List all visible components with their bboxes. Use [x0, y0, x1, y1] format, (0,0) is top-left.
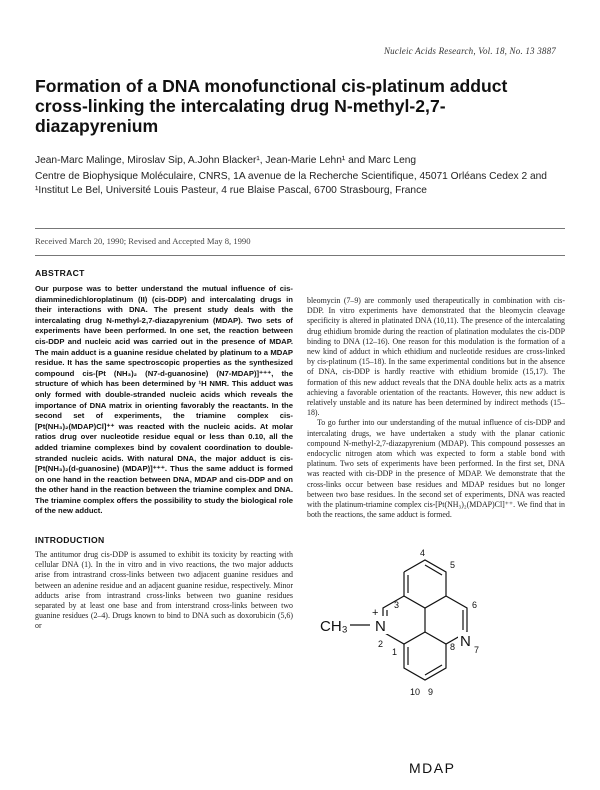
nitrogen-atom-ring: N — [460, 633, 471, 650]
right-column — [307, 296, 565, 520]
position-label: 9 — [428, 687, 434, 697]
nitrogen-atom-quaternary: N — [375, 618, 386, 635]
position-label: 10 — [410, 687, 421, 697]
atom-labels — [320, 548, 479, 697]
divider-bottom — [35, 255, 565, 256]
abstract-body: Our purpose was to better understand the mutual influence of cis-diamminedichloroplatinum (II) (cis-DDP) and intercalating drugs in their interactions with DNA. The present study deals with the intercalating drug N-methyl-2,7-diazapyrenium (MDAP). Two sets of experiments have been performed. In one set, the reaction between cis-DDP and nucleic acid was carried out in the presence of MDAP. The main adduct is a guanine residue chelated by platinum to a MDAP residue. It has the same spectroscopic properties as the synthesized compound cis-[Pt (NH₃)₂ (N7-d-guanosine) (N7-MDAP)]⁺⁺⁺, the structure of which has been determined by ¹H NMR. This adduct was only formed with double-stranded nucleic acids which reveals the importance of DNA matrix in orienting favorably the reactants. In the second set of experiments, the triamine complex cis-[Pt(NH₃)₂(MDAP)Cl]⁺⁺ was reacted with the nucleic acids. At molar ratios drug over nucleotide residue equal or less than 0.10, all the added triamine complexes bind by covalent coordination to double-stranded nucleic acids. With natural DNA, the major adduct is cis-[Pt(NH₃)₂(d-guanosine) (MDAP)]⁺⁺⁺. Thus the same adduct is formed on one hand in the reaction between DNA, MDAP and cis-DDP and on the other hand in the reaction between the triamine complex and DNA. The triamine complex offers the possibility to study the biological role of the new adduct. — [35, 284, 293, 516]
position-label: 1 — [392, 647, 398, 657]
introduction-heading: INTRODUCTION — [35, 535, 105, 546]
position-label: 5 — [450, 560, 456, 570]
author-list: Jean-Marc Malinge, Miroslav Sip, A.John Blacker¹, Jean-Marie Lehn¹ and Marc Leng — [35, 155, 417, 166]
introduction-body-right-1: bleomycin (7–9) are commonly used therapeutically in combination with cis-DDP. In vitro experiments have demonstrated that the bleomycin cleavage specificity is altered in platinated DNA (10,11). The presence of the intercalating drug ethidium bromide during the reaction of platination modulates the cis-DDP binding to DNA (12–16). One reason for this modulation is the formation of a new kind of adduct in which ethidium and nucleotide residues are cross-linked by cis-platinum (15–18). In the same experimental conditions but in the absence of DNA, cis-DDP is hardly reactive with ethidium bromide (15,17). The formation of this new adduct reveals that the DNA double helix acts as a matrix achieving a favorable orientation of the reactants. However, this new adduct is relatively unstable and its nature has been determined by indirect methods (15–18). — [307, 296, 565, 418]
mdap-structure-diagram — [308, 520, 548, 760]
received-dates: Received March 20, 1990; Revised and Accepted May 8, 1990 — [35, 236, 251, 246]
position-label: 6 — [472, 600, 478, 610]
compound-label: MDAP — [409, 760, 456, 776]
position-label: 2 — [378, 639, 384, 649]
introduction-body-right-2: To go further into our understanding of the mutual influence of cis-DDP and intercalating drugs, we have undertaken a study with the planar cationic compound N-methyl-2,7-diazapyrenium (MDAP). This compound possesses an endocyclic nitrogen atom which was expected to form a stable bond with platinum. Two sets of experiments have been performed. In the first set, DNA was reacted with cis-DDP in the presence of MDAP. We demonstrate that the cross-links occur between base residues and MDAP residues but no longer between two base residues. In the second set of experiments, DNA was reacted with the platinum-triamine complex cis-[Pt(NH₃)₂(MDAP)Cl]⁺⁺. We find that in both the reactions, the same adduct is formed. — [307, 418, 565, 520]
affiliation: Centre de Biophysique Moléculaire, CNRS, 1A avenue de la Recherche Scientifique, 45071 Orléans Cedex 2 and ¹Institut Le Bel, Université Louis Pasteur, 4 rue Blaise Pascal, 6700 Strasbourg, France — [35, 171, 547, 196]
left-column — [35, 268, 293, 632]
running-head: Nucleic Acids Research, Vol. 18, No. 13 3887 — [383, 46, 556, 56]
abstract-heading: ABSTRACT — [35, 268, 85, 278]
ring-top — [404, 560, 446, 608]
introduction-body-left: The antitumor drug cis-DDP is assumed to exhibit its toxicity by reacting with cellular DNA (1). In the in vitro and in vivo reactions, the two major adducts arise from intrastrand cross-links between two adjacent guanine residues and between an adenine residue and an adjacent guanine residue, respectively. Minor adducts arise from intrastrand cross-links between two guanine residues separated by at least one base and from interstrand cross-links between two guanine residues (2–4). Drugs known to bind to DNA such as doxorubicin (5,6) or — [35, 550, 293, 631]
double-bond — [425, 665, 442, 675]
ring-bonds — [350, 560, 467, 680]
position-label: 8 — [450, 642, 456, 652]
position-label: 4 — [420, 548, 426, 558]
positive-charge: + — [372, 607, 379, 619]
atom-masks — [372, 616, 474, 648]
double-bond — [425, 565, 442, 575]
methyl-group-label: CH₃ — [320, 618, 348, 635]
position-label: 3 — [394, 600, 400, 610]
article-title: Formation of a DNA monofunctional cis-platinum adduct cross-linking the intercalating drug N-methyl-2,7-diazapyrenium — [35, 76, 508, 136]
mdap-structure-figure — [308, 520, 548, 776]
divider-top — [35, 228, 565, 229]
position-label: 7 — [474, 645, 480, 655]
